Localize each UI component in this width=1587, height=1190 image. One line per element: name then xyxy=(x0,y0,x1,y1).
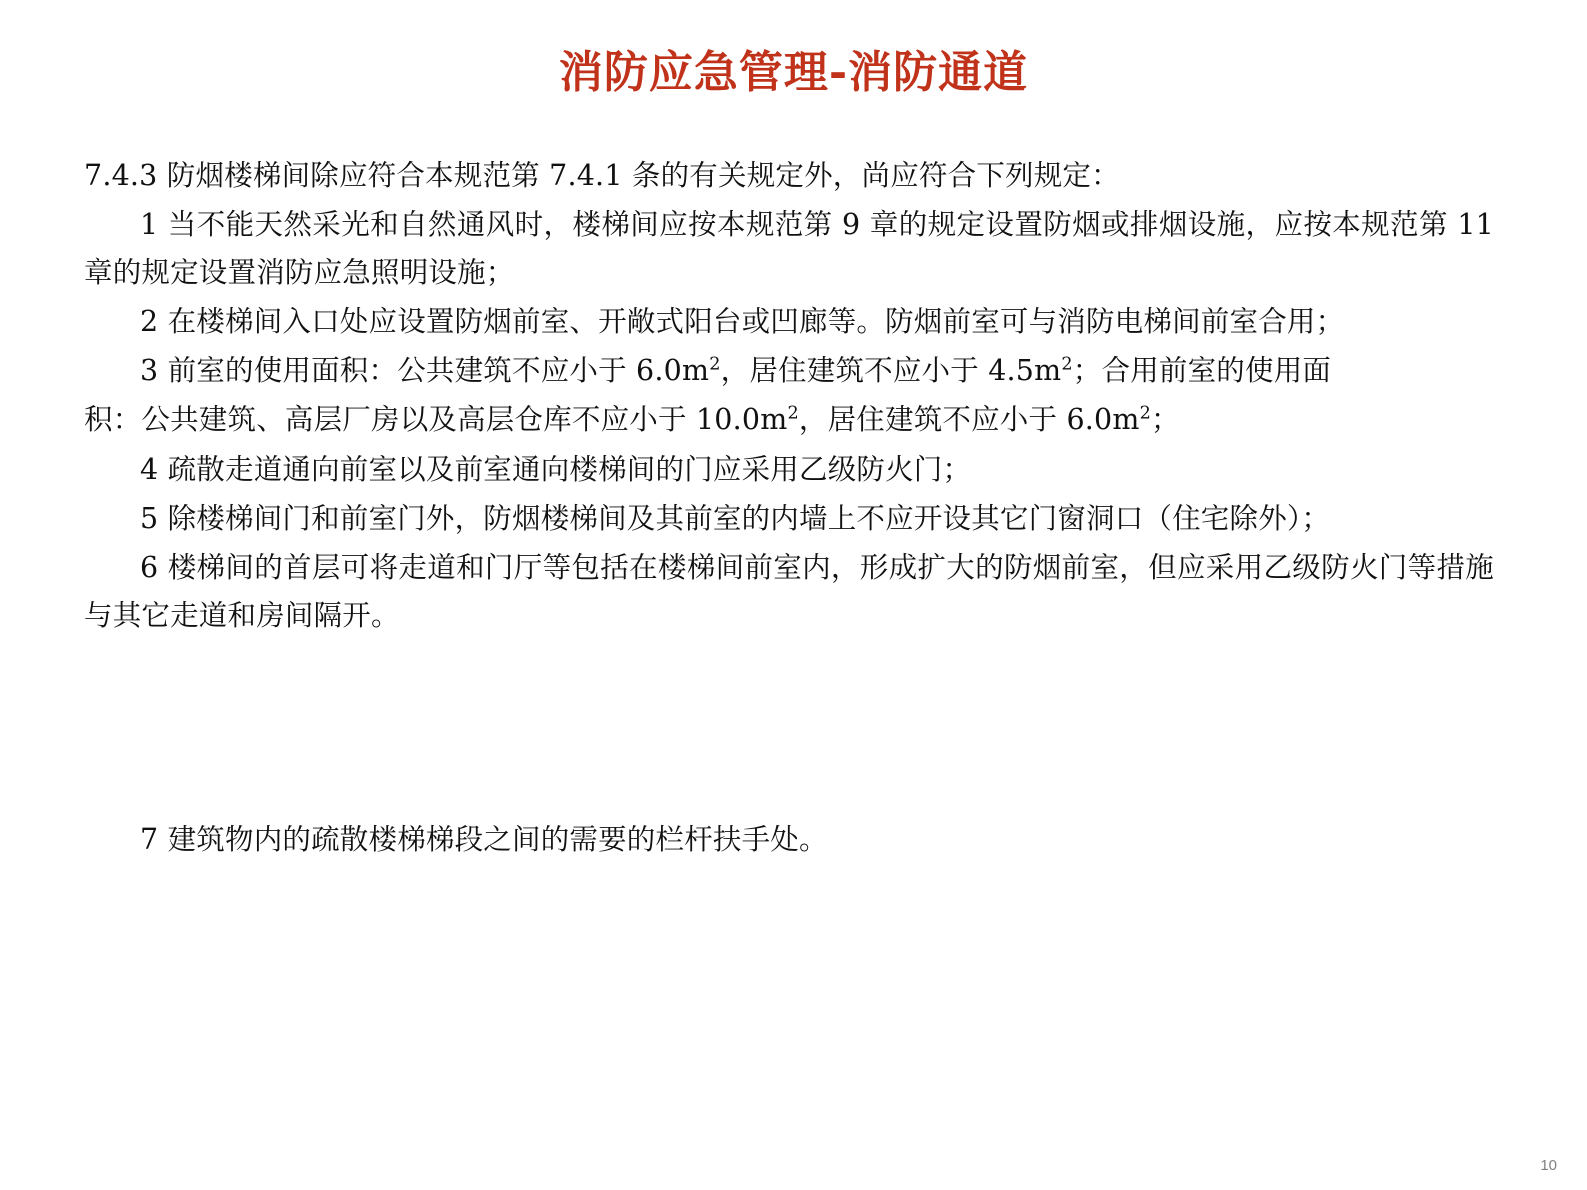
page-number: 10 xyxy=(1540,1157,1557,1174)
paragraph-item-2: 2 在楼梯间入口处应设置防烟前室、开敞式阳台或凹廊等。防烟前室可与消防电梯间前室合用； xyxy=(140,304,1345,338)
paragraph-clause-7-4-3: 7.4.3 防烟楼梯间除应符合本规范第 7.4.1 条的有关规定外，尚应符合下列规定： xyxy=(84,159,1120,192)
clipped-text-region xyxy=(84,823,1494,866)
paragraph-item-7-partial: 7 建筑物内的疏散楼梯梯段之间的需要的栏杆扶手处。 xyxy=(140,823,828,856)
paragraph-item-6: 6 楼梯间的首层可将走道和门厅等包括在楼梯间前室内，形成扩大的防烟前室，但应采用乙级防火门等措施与其它走道和房间隔开。 xyxy=(84,551,1494,632)
document-body xyxy=(84,152,1494,641)
page-title: 消防应急管理-消防通道 xyxy=(558,47,1029,98)
paragraph-item-3-line-1: 3 前室的使用面积：公共建筑不应小于 $6.0m^2$，居住建筑不应小于 $4.5m^2$；合用前室的使用面 xyxy=(140,354,1332,388)
paragraph-item-4: 4 疏散走道通向前室以及前室通向楼梯间的门应采用乙级防火门； xyxy=(140,452,972,486)
paragraph-item-1: 1 当不能天然采光和自然通风时，楼梯间应按本规范第 9 章的规定设置防烟或排烟设施，应按本规范第 11 章的规定设置消防应急照明设施； xyxy=(84,208,1494,289)
paragraph-item-3-line-2: 积：公共建筑、高层厂房以及高层仓库不应小于 $10.0m^2$，居住建筑不应小于 $6.0m^2$； xyxy=(84,403,1180,437)
paragraph-item-5: 5 除楼梯间门和前室门外，防烟楼梯间及其前室的内墙上不应开设其它门窗洞口（住宅除外）； xyxy=(140,502,1331,536)
